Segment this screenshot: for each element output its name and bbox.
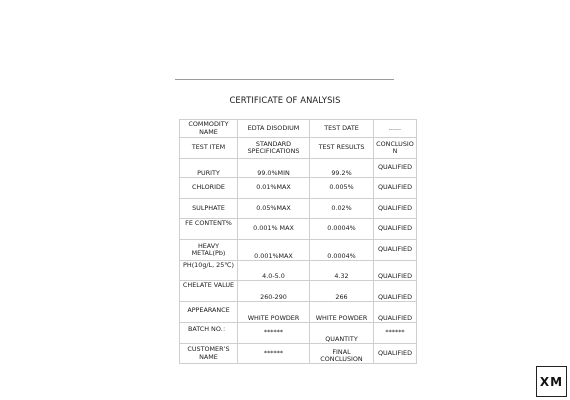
specification: WHITE POWDER	[238, 302, 310, 323]
column-header: TEST ITEM	[180, 138, 238, 159]
final-conclusion-value: QUALIFIED	[374, 344, 417, 364]
test-item: CHELATE VALUE	[180, 281, 238, 302]
table-row	[180, 199, 417, 219]
commodity-name-label: COMMODITY NAME	[180, 120, 238, 138]
table-row	[180, 344, 417, 364]
specification: 4.0-5.0	[238, 261, 310, 281]
test-item: CHLORIDE	[180, 178, 238, 199]
analysis-table	[179, 119, 417, 364]
test-item: FE CONTENT%	[180, 219, 238, 240]
specification: 0.001% MAX	[238, 219, 310, 240]
conclusion: QUALIFIED	[374, 178, 417, 199]
table-row	[180, 219, 417, 240]
table-row	[180, 120, 417, 138]
quantity-label: QUANTITY	[310, 323, 374, 344]
test-date-value: ......	[374, 120, 417, 138]
conclusion: QUALIFIED	[374, 281, 417, 302]
table-row	[180, 159, 417, 178]
test-result: 266	[310, 281, 374, 302]
table-row	[180, 302, 417, 323]
test-result: 0.0004%	[310, 240, 374, 261]
table-row	[180, 281, 417, 302]
column-header: CONCLUSION	[374, 138, 417, 159]
specification: 99.0%MIN	[238, 159, 310, 178]
test-result: 99.2%	[310, 159, 374, 178]
test-date-label: TEST DATE	[310, 120, 374, 138]
test-item: APPEARANCE	[180, 302, 238, 323]
header-divider	[175, 79, 394, 80]
quantity-value: ******	[374, 323, 417, 344]
column-header: TEST RESULTS	[310, 138, 374, 159]
commodity-name-value: EDTA DISODIUM	[238, 120, 310, 138]
specification: 0.001%MAX	[238, 240, 310, 261]
table-row	[180, 178, 417, 199]
conclusion: QUALIFIED	[374, 240, 417, 261]
batch-no-label: BATCH NO.：	[180, 323, 238, 344]
customer-name-value: ******	[238, 344, 310, 364]
conclusion: QUALIFIED	[374, 159, 417, 178]
conclusion: QUALIFIED	[374, 302, 417, 323]
table-row	[180, 261, 417, 281]
table-row	[180, 323, 417, 344]
table-header-row	[180, 138, 417, 159]
conclusion: QUALIFIED	[374, 199, 417, 219]
test-result: 0.005%	[310, 178, 374, 199]
test-result: 0.0004%	[310, 219, 374, 240]
conclusion: QUALIFIED	[374, 261, 417, 281]
specification: 0.05%MAX	[238, 199, 310, 219]
test-result: 0.02%	[310, 199, 374, 219]
xm-logo: XM	[536, 366, 567, 397]
test-item: HEAVY METAL(Pb)	[180, 240, 238, 261]
conclusion: QUALIFIED	[374, 219, 417, 240]
final-conclusion-label: FINAL CONCLUSION	[310, 344, 374, 364]
test-item: SULPHATE	[180, 199, 238, 219]
test-item: PURITY	[180, 159, 238, 178]
batch-no-value: ******	[238, 323, 310, 344]
specification: 260-290	[238, 281, 310, 302]
test-result: WHITE POWDER	[310, 302, 374, 323]
customer-name-label: CUSTOMER’S NAME	[180, 344, 238, 364]
document-title: CERTIFICATE OF ANALYSIS	[229, 95, 341, 105]
table-row	[180, 240, 417, 261]
column-header: STANDARD SPECIFICATIONS	[238, 138, 310, 159]
test-result: 4.32	[310, 261, 374, 281]
test-item: PH(10g/L, 25℃)	[180, 261, 238, 281]
specification: 0.01%MAX	[238, 178, 310, 199]
